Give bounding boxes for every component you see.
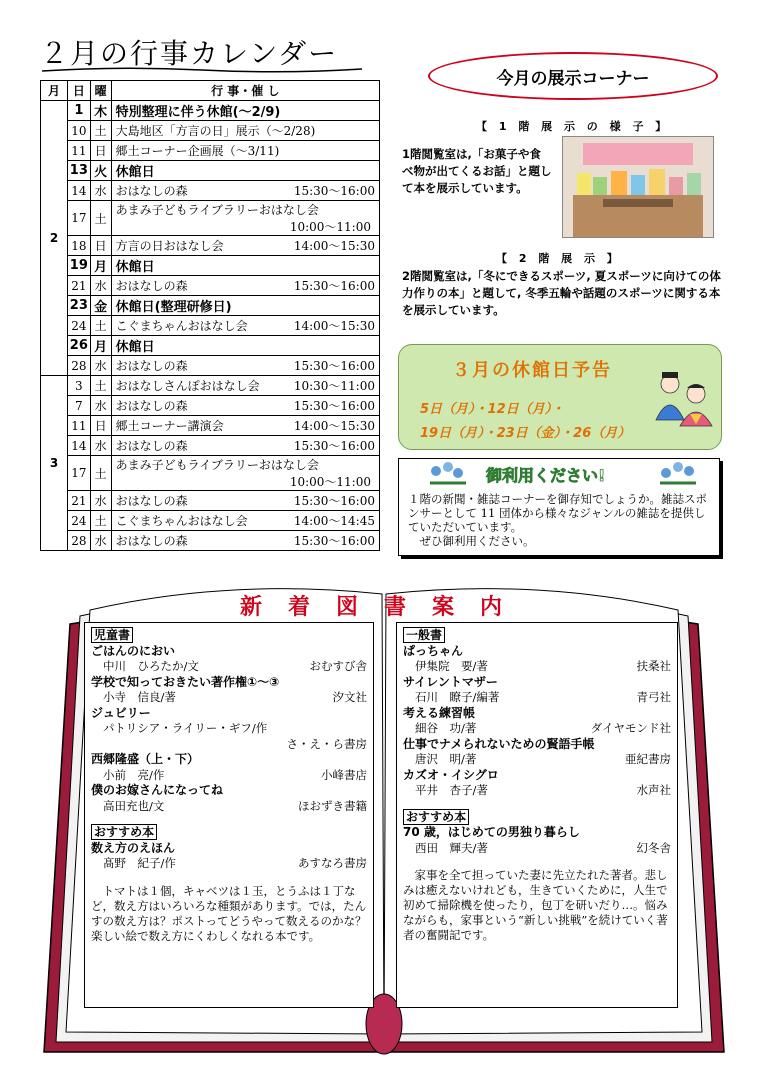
book-title: ぱっちゃん (403, 643, 464, 658)
rec-title-left: 数え方のえほん (91, 840, 176, 855)
event-name: 特別整理に伴う休館(～2/9) (115, 105, 281, 120)
rec-author-right: 西田 輝夫/著 (415, 840, 488, 855)
book-title: 僕のお嫁さんになってね (91, 783, 224, 797)
event-cell (111, 236, 379, 256)
floor2-heading: 【 2 階 展 示 】 (496, 252, 622, 265)
book-item (403, 737, 671, 768)
event-time: 10:00～11:00 (289, 475, 371, 489)
event-time: 15:30～16:00 (293, 184, 375, 198)
calendar-row (41, 396, 380, 416)
calendar-row (41, 511, 380, 531)
weekday-cell: 水 (90, 181, 111, 201)
book-item (91, 644, 367, 675)
calendar-row (41, 296, 380, 316)
event-name: おはなしの森 (115, 399, 188, 413)
book-publisher: 小峰書店 (321, 767, 367, 782)
title-underline (42, 66, 362, 74)
book-author: 伊集院 要/著 (415, 659, 488, 673)
book-author-row (91, 768, 367, 784)
floor1-text: 1階閲覧室は,「お菓子や食べ物が出てくるお話」と題して本を展示しています。 (402, 147, 552, 195)
recommended-label-left: おすすめ本 (91, 824, 157, 840)
weekday-cell: 水 (90, 356, 111, 376)
calendar-row (41, 491, 380, 511)
event-name: おはなしの森 (115, 439, 188, 453)
event-time: 14:00～15:30 (293, 239, 375, 253)
event-cell (111, 121, 379, 141)
calendar-row (41, 336, 380, 356)
calendar-row (41, 316, 380, 336)
children-book-list (91, 644, 367, 815)
day-cell: 17 (68, 201, 91, 236)
event-time: 15:30～16:00 (293, 439, 375, 453)
rec-desc-left: トマトは１個，キャベツは１玉，とうふは１丁など，数え方はいろいろな種類があります。では，たんすの数え方は？ポストってどうやって数えるのかな？楽しい絵で数え方にくわしくなれる本です。 (91, 883, 367, 943)
calendar-row (41, 376, 380, 396)
book-title: サイレントマザー (403, 674, 498, 689)
event-time: 15:30～16:00 (293, 399, 375, 413)
event-name: 休館日(整理研修日) (115, 300, 232, 315)
col-day: 日 (68, 81, 91, 101)
event-cell (111, 276, 379, 296)
book-author-row (403, 721, 671, 737)
day-cell: 28 (68, 356, 91, 376)
day-cell: 28 (68, 531, 91, 551)
weekday-cell: 土 (90, 201, 111, 236)
book-title: ジュビリー (91, 705, 151, 720)
calendar-row (41, 416, 380, 436)
rec-pub-left: あすなろ書房 (298, 856, 367, 870)
day-cell: 13 (68, 161, 91, 181)
calendar-row (41, 201, 380, 236)
calendar-row (41, 101, 380, 121)
book-author: 中川 ひろたか/文 (103, 659, 199, 673)
notice-title: 御利用ください! (486, 466, 606, 485)
event-cell (111, 436, 379, 456)
closed-days-line2: 19日（月）・23日（金）・26（月） (420, 426, 631, 441)
book-publisher: 青弓社 (636, 690, 671, 704)
book-item (91, 675, 367, 706)
floor2-text: 2階閲覧室は,「冬にできるスポーツ, 夏スポーツに向けての体力作りの本」と題して, 冬季五輪や話題のスポーツに関する本を展示しています。 (402, 269, 721, 317)
col-month: 月 (41, 81, 68, 101)
weekday-cell: 木 (90, 101, 111, 121)
event-name: こぐまちゃんおはなし会 (115, 319, 248, 333)
event-name: おはなしさんぽおはなし会 (115, 379, 260, 393)
weekday-cell: 土 (90, 376, 111, 396)
event-cell (111, 316, 379, 336)
book-item (403, 706, 671, 737)
recommended-label-right: おすすめ本 (403, 809, 469, 825)
event-name: 郷土コーナー講演会 (115, 419, 224, 433)
calendar-row (41, 456, 380, 491)
event-time: 14:00～15:30 (293, 419, 375, 433)
book-title: 学校で知っておきたい著作権①～③ (91, 674, 280, 689)
event-time: 14:00～14:45 (293, 514, 375, 528)
calendar-row (41, 356, 380, 376)
event-name: 大島地区「方言の日」展示（～2/28) (115, 124, 316, 138)
weekday-cell: 土 (90, 511, 111, 531)
day-cell: 24 (68, 316, 91, 336)
event-cell (111, 256, 379, 276)
book-item (403, 644, 671, 675)
event-time: 15:30～16:00 (293, 279, 375, 293)
weekday-cell: 日 (90, 141, 111, 161)
book-author: 平井 杏子/著 (415, 783, 488, 797)
event-time: 15:30～16:00 (293, 359, 375, 373)
category-children: 児童書 (91, 627, 133, 643)
event-time: 15:30～16:00 (293, 494, 375, 508)
calendar-row (41, 256, 380, 276)
day-cell: 21 (68, 491, 91, 511)
book-author-row (403, 690, 671, 706)
day-cell: 11 (68, 141, 91, 161)
weekday-cell: 日 (90, 416, 111, 436)
book-author-row (91, 799, 367, 815)
flower-right-icon (656, 461, 700, 487)
event-name: あまみ子どもライブラリーおはなし会 (115, 203, 319, 217)
rec-title-right: 70 歳，はじめての男独り暮らし (403, 825, 580, 839)
day-cell: 7 (68, 396, 91, 416)
col-weekday: 曜 (90, 81, 111, 101)
weekday-cell: 月 (90, 336, 111, 356)
book-item (403, 675, 671, 706)
event-name: おはなしの森 (115, 279, 188, 293)
closed-days-title: ３月の休館日予告 (452, 360, 612, 381)
book-title: カズオ・イシグロ (403, 767, 499, 782)
event-cell (111, 201, 379, 236)
right-page (396, 622, 678, 1008)
event-cell (111, 181, 379, 201)
category-general: 一般書 (403, 627, 445, 643)
book-title: ごはんのにおい (91, 643, 176, 658)
exhibit-title: 今月の展示コーナー (428, 52, 718, 100)
event-name: こぐまちゃんおはなし会 (115, 514, 248, 528)
book-title: 西郷隆盛（上・下） (91, 752, 200, 766)
event-name: あまみ子どもライブラリーおはなし会 (115, 458, 319, 472)
event-cell (111, 101, 379, 121)
weekday-cell: 水 (90, 396, 111, 416)
day-cell: 23 (68, 296, 91, 316)
book-item (91, 783, 367, 814)
book-title: 仕事でナメられないための賢語手帳 (403, 736, 595, 751)
month-cell: 3 (41, 376, 68, 551)
book-publisher: ほおずき書籍 (298, 798, 367, 813)
day-cell: 24 (68, 511, 91, 531)
weekday-cell: 日 (90, 236, 111, 256)
book-item (91, 706, 367, 753)
rec-pub-right: 幻冬舎 (636, 840, 671, 855)
event-name: おはなしの森 (115, 359, 188, 373)
book-item (91, 752, 367, 783)
event-name: 休館日 (115, 260, 155, 275)
event-cell (111, 356, 379, 376)
weekday-cell: 水 (90, 276, 111, 296)
event-calendar-table (40, 80, 380, 551)
day-cell: 17 (68, 456, 91, 491)
month-cell: 2 (41, 101, 68, 376)
event-name: 休館日 (115, 340, 155, 355)
weekday-cell: 土 (90, 456, 111, 491)
event-cell (111, 491, 379, 511)
book-item (403, 768, 671, 799)
book-publisher: さ・え・ら書房 (286, 736, 367, 751)
event-cell (111, 456, 379, 491)
weekday-cell: 水 (90, 436, 111, 456)
weekday-cell: 水 (90, 531, 111, 551)
weekday-cell: 火 (90, 161, 111, 181)
event-cell (111, 336, 379, 356)
rec-desc-right: 家事を全て担っていた妻に先立たれた著者。悲しみは癒えないけれども，生きていくために，人生で初めて掃除機を使ったり，包丁を研いだり…。悩みながらも，家事という“新しい挑戦”を続けていく著者の奮闘記です。 (403, 868, 668, 942)
calendar-row (41, 121, 380, 141)
book-author: 小前 亮/作 (103, 767, 165, 782)
event-cell (111, 396, 379, 416)
notice-text: １階の新聞・雑誌コーナーを御存知でしょうか。雑誌スポンサーとして 11 団体から様々なジャンルの雑誌を提供していただいています。 ぜひ御利用ください。 (408, 492, 707, 548)
book-publisher: 扶桑社 (636, 659, 671, 673)
day-cell: 18 (68, 236, 91, 256)
calendar-row (41, 181, 380, 201)
book-author-row (403, 783, 671, 799)
book-author: 唐沢 明/著 (415, 752, 477, 766)
calendar-row (41, 141, 380, 161)
day-cell: 3 (68, 376, 91, 396)
day-cell: 1 (68, 101, 91, 121)
book-author-row (91, 690, 367, 706)
exhibit-photo (562, 136, 714, 238)
bookshelf-illustration (563, 137, 713, 237)
day-cell: 21 (68, 276, 91, 296)
day-cell: 26 (68, 336, 91, 356)
event-name: 郷土コーナー企画展（～3/11) (115, 144, 280, 158)
event-cell (111, 376, 379, 396)
event-cell (111, 531, 379, 551)
book-author: 細谷 功/著 (415, 721, 477, 735)
book-publisher: おむすび舎 (309, 659, 367, 673)
day-cell: 10 (68, 121, 91, 141)
calendar-title: ２月の行事カレンダー (40, 37, 339, 70)
event-time: 10:30～11:00 (293, 379, 375, 393)
rec-author-row-right (403, 841, 671, 857)
event-cell (111, 511, 379, 531)
rec-author-row-left (91, 856, 367, 872)
day-cell: 14 (68, 436, 91, 456)
general-book-list (403, 644, 671, 799)
book-author-row (91, 659, 367, 675)
closed-days-line1: 5日（月）・12日（月）・ (420, 402, 565, 417)
book-author: 石川 瞭子/編著 (415, 690, 500, 704)
weekday-cell: 土 (90, 121, 111, 141)
col-event: 行 事・催 し (111, 81, 379, 101)
event-cell (111, 416, 379, 436)
event-cell (111, 296, 379, 316)
event-name: 方言の日おはなし会 (115, 239, 224, 253)
weekday-cell: 金 (90, 296, 111, 316)
book-author-row (403, 752, 671, 768)
left-page (84, 622, 374, 1008)
book-publisher: 水声社 (636, 783, 671, 797)
book-publisher: 汐文社 (332, 690, 367, 704)
book-author: 高田充也/文 (103, 798, 165, 813)
event-name: おはなしの森 (115, 184, 188, 198)
book-author: パトリシア・ライリー・ギフ/作 (103, 721, 268, 735)
book-title: 考える練習帳 (403, 705, 476, 720)
event-name: 休館日 (115, 165, 155, 180)
calendar-row (41, 436, 380, 456)
rec-author-left: 髙野 紀子/作 (103, 856, 176, 870)
floor1-heading: 【 1 階 展 示 の 様 子 】 (476, 120, 671, 133)
day-cell: 19 (68, 256, 91, 276)
calendar-row (41, 236, 380, 256)
event-time: 15:30～16:00 (293, 534, 375, 548)
hina-doll-icon (654, 368, 714, 430)
event-name: おはなしの森 (115, 534, 188, 548)
event-time: 10:00～11:00 (289, 220, 371, 234)
book-publisher: 亜紀書房 (625, 752, 671, 766)
day-cell: 14 (68, 181, 91, 201)
calendar-row (41, 161, 380, 181)
flower-left-icon (426, 461, 470, 487)
book-author-row (403, 659, 671, 675)
calendar-row (41, 276, 380, 296)
book-publisher: ダイヤモンド社 (590, 721, 671, 735)
new-books-title: 新着図書案内 (239, 595, 528, 620)
calendar-row (41, 531, 380, 551)
event-time: 14:00～15:30 (293, 319, 375, 333)
weekday-cell: 月 (90, 256, 111, 276)
event-name: おはなしの森 (115, 494, 188, 508)
weekday-cell: 水 (90, 491, 111, 511)
day-cell: 11 (68, 416, 91, 436)
event-cell (111, 161, 379, 181)
book-author: 小寺 信良/著 (103, 690, 176, 704)
event-cell (111, 141, 379, 161)
weekday-cell: 土 (90, 316, 111, 336)
